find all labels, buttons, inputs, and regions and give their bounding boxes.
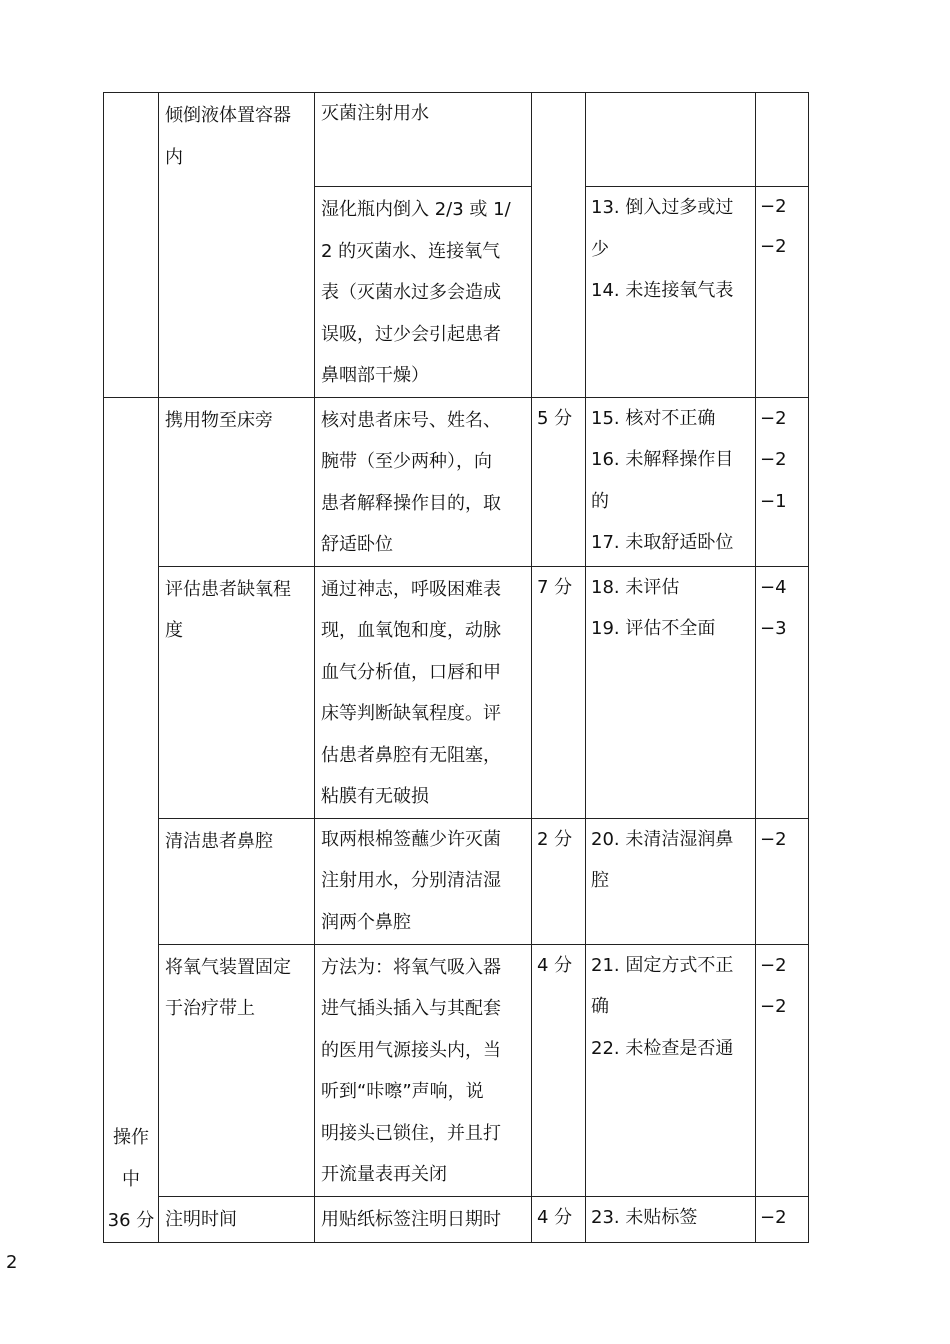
points-line: −2 (760, 828, 787, 850)
deduction-cell (586, 566, 756, 818)
deduction-cell (586, 818, 756, 944)
points-line: −2 (760, 449, 787, 470)
content-line: 患者解释操作目的，取 (321, 492, 501, 514)
step-line: 评估患者缺氧程 (165, 578, 291, 600)
step-line: 内 (165, 146, 183, 168)
points-line: −2 (760, 236, 787, 257)
points-cell (756, 818, 809, 944)
points-line: −2 (760, 196, 787, 217)
content-line: 误吸，过少会引起患者 (321, 323, 501, 345)
content-line: 的医用气源接头内，当 (321, 1039, 501, 1061)
content-line: 注射用水，分别清洁湿 (321, 870, 501, 891)
content-line: 灭菌注射用水 (321, 103, 429, 124)
deduction-cell (586, 93, 756, 187)
content-line: 鼻咽部干燥） (321, 365, 429, 386)
content-cell (315, 818, 532, 944)
content-line: 通过神志，呼吸困难表 (321, 578, 501, 600)
content-line: 现，血氧饱和度，动脉 (321, 620, 501, 641)
deduction-line: 21. 固定方式不正 (591, 954, 734, 976)
deduction-cell (586, 1196, 756, 1242)
score-value: 7 分 (537, 576, 573, 598)
score-cell (532, 93, 586, 398)
points-cell (756, 1196, 809, 1242)
deduction-cell (586, 944, 756, 1196)
step-line: 倾倒液体置容器 (165, 105, 291, 126)
content-line: 血气分析值，口唇和甲 (321, 661, 501, 683)
deduction-line: 16. 未解释操作目 (591, 449, 734, 470)
points-line: −2 (760, 1206, 787, 1228)
points-line: −2 (760, 996, 787, 1017)
points-line: −2 (760, 954, 787, 976)
deduction-line: 15. 核对不正确 (591, 407, 716, 429)
points-line: −1 (760, 490, 787, 512)
deduction-line: 腔 (591, 870, 609, 891)
deduction-line: 确 (591, 996, 609, 1017)
step-line: 将氧气装置固定 (165, 956, 291, 978)
content-line: 核对患者床号、姓名、 (321, 409, 501, 431)
content-line: 听到“咔嚓”声响，说 (321, 1081, 484, 1102)
content-line: 湿化瓶内倒入 2/3 或 1/ (321, 199, 511, 220)
content-cell (315, 187, 532, 398)
step-cell (159, 397, 315, 566)
points-line: −3 (760, 618, 787, 639)
points-cell (756, 187, 809, 398)
step-cell (159, 566, 315, 818)
content-cell (315, 397, 532, 566)
step-cell (159, 93, 315, 398)
content-line: 舒适卧位 (321, 534, 393, 555)
category-line: 中 (122, 1168, 140, 1190)
content-cell (315, 1196, 532, 1242)
category-line: 36 分 (107, 1210, 155, 1231)
content-line: 开流量表再关闭 (321, 1164, 447, 1185)
step-line: 注明时间 (165, 1208, 237, 1230)
score-cell (532, 1196, 586, 1242)
scoring-table (103, 92, 809, 1243)
content-line: 明接头已锁住，并且打 (321, 1122, 501, 1144)
deduction-line: 19. 评估不全面 (591, 618, 716, 639)
step-line: 于治疗带上 (165, 998, 255, 1019)
step-cell (159, 1196, 315, 1242)
step-line: 清洁患者鼻腔 (165, 830, 273, 852)
points-cell (756, 93, 809, 187)
deduction-line: 18. 未评估 (591, 576, 680, 598)
content-line: 2 的灭菌水、连接氧气 (321, 240, 501, 262)
score-value: 2 分 (537, 828, 573, 850)
content-line: 估患者鼻腔有无阻塞， (321, 744, 501, 766)
deduction-line: 13. 倒入过多或过 (591, 197, 734, 218)
score-cell (532, 397, 586, 566)
step-line: 携用物至床旁 (165, 409, 273, 431)
step-cell (159, 818, 315, 944)
points-cell (756, 397, 809, 566)
deduction-cell (586, 397, 756, 566)
deduction-cell (586, 187, 756, 398)
page-number: 2 (6, 1252, 18, 1273)
deduction-line: 22. 未检查是否通 (591, 1037, 734, 1059)
content-cell (315, 93, 532, 187)
content-line: 床等判断缺氧程度。评 (321, 703, 501, 724)
content-line: 润两个鼻腔 (321, 911, 411, 933)
deduction-line: 20. 未清洁湿润鼻 (591, 828, 734, 850)
points-cell (756, 566, 809, 818)
deduction-line: 少 (591, 238, 609, 260)
score-cell (532, 566, 586, 818)
deduction-line: 23. 未贴标签 (591, 1206, 698, 1228)
score-value: 4 分 (537, 954, 573, 976)
content-line: 方法为：将氧气吸入器 (321, 956, 501, 978)
content-cell (315, 566, 532, 818)
content-cell (315, 944, 532, 1196)
score-value: 5 分 (537, 407, 573, 429)
score-cell (532, 944, 586, 1196)
points-cell (756, 944, 809, 1196)
deduction-line: 17. 未取舒适卧位 (591, 532, 734, 553)
deduction-line: 的 (591, 490, 609, 512)
content-line: 取两根棉签蘸少许灭菌 (321, 828, 501, 850)
category-cell-prev (104, 93, 159, 398)
content-line: 进气插头插入与其配套 (321, 998, 501, 1019)
deduction-line: 14. 未连接氧气表 (591, 280, 734, 301)
step-cell (159, 944, 315, 1196)
category-line: 操作 (113, 1127, 149, 1148)
category-cell (104, 397, 159, 1242)
content-line: 腕带（至少两种），向 (321, 451, 492, 472)
points-line: −2 (760, 407, 787, 429)
content-line: 粘膜有无破损 (321, 786, 429, 807)
content-line: 用贴纸标签注明日期时 (321, 1208, 501, 1230)
step-line: 度 (165, 620, 183, 641)
content-line: 表（灭菌水过多会造成 (321, 282, 501, 303)
score-value: 4 分 (537, 1206, 573, 1228)
score-cell (532, 818, 586, 944)
points-line: −4 (760, 576, 787, 598)
